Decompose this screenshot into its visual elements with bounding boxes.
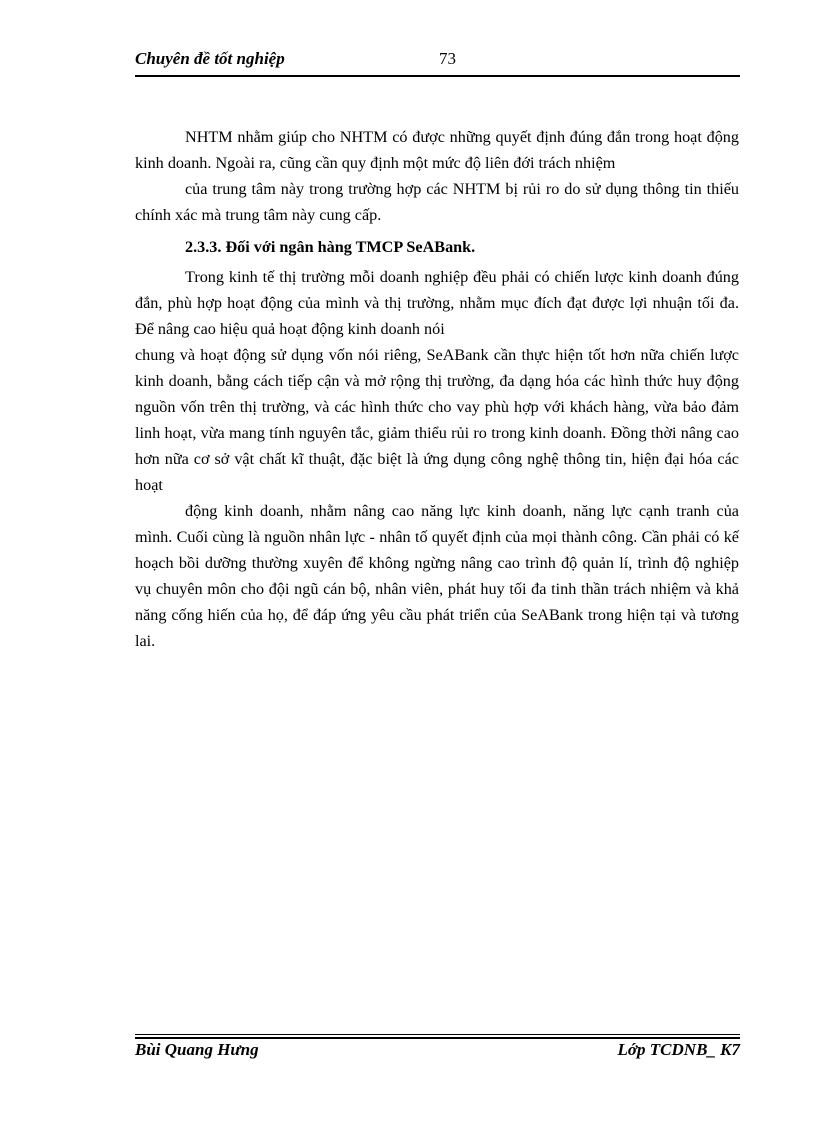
paragraph-2: của trung tâm này trong trường hợp các NHTM bị rủi ro do sử dụng thông tin thiếu chính xác mà trung tâm này cung cấp.	[135, 180, 739, 224]
paragraph-3: Trong kinh tế thị trường mỗi doanh nghiệp đều phải có chiến lược kinh doanh đúng đắn, phù hợp hoạt động của mình và thị trường, nhằm mục đích đạt được lợi nhuận tối đa. Để nâng cao hiệu quả hoạt động kinh doanh nói	[135, 268, 739, 338]
document-body	[135, 124, 739, 654]
header-divider	[135, 75, 740, 77]
paragraph-1: NHTM nhằm giúp cho NHTM có được những quyết định đúng đắn trong hoạt động kinh doanh. Ngoài ra, cũng cần quy định một mức độ liên đới trách nhiệm	[135, 128, 739, 172]
footer-author: Bùi Quang Hưng	[135, 1040, 259, 1059]
section-heading: 2.3.3. Đối với ngân hàng TMCP SeABank.	[185, 238, 476, 256]
paragraph-5: động kinh doanh, nhằm nâng cao năng lực kinh doanh, năng lực cạnh tranh của mình. Cuối cùng là nguồn nhân lực - nhân tố quyết định của mọi thành công. Cần phải có kế hoạch bồi dưỡng thường xuyên để không ngừng nâng cao trình độ quản lí, trình độ nghiệp vụ chuyên môn cho đội ngũ cán bộ, nhân viên, phát huy tối đa tinh thần trách nhiệm và khả năng cống hiến của họ, để đáp ứng yêu cầu phát triển của SeABank trong hiện tại và tương lai.	[135, 502, 739, 650]
footer-class: Lớp TCDNB_ K7	[617, 1040, 740, 1059]
page-header	[135, 49, 740, 73]
page-number: 73	[439, 49, 456, 68]
footer-divider-thick	[135, 1037, 740, 1039]
paragraph-4: chung và hoạt động sử dụng vốn nói riêng, SeABank cần thực hiện tốt hơn nữa chiến lược kinh doanh, bằng cách tiếp cận và mở rộng thị trường, đa dạng hóa các hình thức huy động nguồn vốn trên thị trường, và các hình thức cho vay phù hợp với khách hàng, vừa bảo đảm linh hoạt, vừa mang tính nguyên tắc, giảm thiểu rủi ro trong kinh doanh. Đồng thời nâng cao hơn nữa cơ sở vật chất kĩ thuật, đặc biệt là ứng dụng công nghệ thông tin, hiện đại hóa các hoạt	[135, 346, 739, 494]
header-title: Chuyên đề tốt nghiệp	[135, 49, 285, 68]
footer-divider-thin	[135, 1034, 740, 1035]
